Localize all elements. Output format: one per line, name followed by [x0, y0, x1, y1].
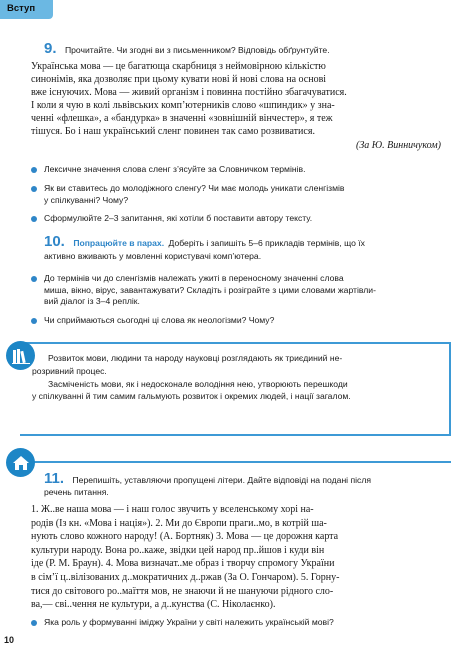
- task-10-bullet-1: [44, 273, 449, 308]
- page-number: 10: [4, 635, 15, 645]
- info-line: у спілкуванні й тим самим гальмують розвиток і окремих людей, і нації загалом.: [32, 391, 351, 402]
- bullet-line: миша, вікно, вірус, завантажувати? Складіть і розіграйте з цими словами жартівли-: [44, 284, 376, 295]
- bullet-icon: [31, 318, 37, 324]
- text-line: синонімів, яка дозволяє при цьому кувати нові й нові слова на основі: [31, 74, 327, 85]
- bullet-line: вий діалог із 3–4 реплік.: [44, 296, 140, 306]
- task-9-instruction: Прочитайте. Чи згодні ви з письменником? Відповідь обґрунтуйте.: [64, 45, 330, 55]
- text-line: тися до світового ро..маїття мов, не знаючи й не шануючи рідного сло-: [31, 585, 334, 597]
- bullet-icon: [31, 186, 37, 192]
- text-line: І коли я чую в колі львівських комп’ютерників слово «шпиндик» у зна-: [31, 100, 335, 111]
- task-10-bullet-2: Чи сприймаються сьогодні ці слова як неологізми? Чому?: [44, 315, 275, 325]
- task-11-instruction-line2: речень питання.: [44, 487, 109, 497]
- text-line: ва,— сві..чення не культури, а д..кунства (С. Ніколаєнко).: [31, 599, 276, 611]
- task-11-bullet: Яка роль у формуванні іміджу України у світі належить українській мові?: [44, 617, 334, 627]
- text-line: нують слово кожного народу! (А. Бортняк) 3. Мова — це дорожня карта: [31, 531, 339, 543]
- task-11-instruction: Перепишіть, уставляючи пропущені літери. Дайте відповіді на подані після: [72, 475, 372, 485]
- task-10-instruction: Доберіть і запишіть 5–6 прикладів термінів, що їх: [168, 238, 365, 248]
- text-line: ченні «флешка», а «бандурка» в значенні «зовнішній вінчестер», я теж: [31, 113, 333, 124]
- task-10-number: 10.: [44, 233, 65, 250]
- task-10-heading: [44, 233, 449, 251]
- task-9-number: 9.: [44, 40, 57, 57]
- text-line: в сім’ї ц..вілізованих д..мократичних д..ржав (За О. Гончаром). 5. Горну-: [31, 571, 340, 583]
- text-line: вже існуючих. Мова — живий організм і повинна постійно збагачуватися.: [31, 87, 347, 98]
- bullet-icon: [31, 167, 37, 173]
- text-line: родів (Із кн. «Мова і нація»). 2. Ми до Європи праги..мо, в котрій ша-: [31, 517, 327, 529]
- bullet-line: До термінів чи до сленгізмів належать ужиті в переносному значенні слова: [44, 273, 344, 283]
- task-9-text: [31, 60, 441, 138]
- task-10-label: Попрацюйте в парах.: [73, 238, 165, 248]
- task-9-bullet-2: [44, 183, 444, 206]
- info-box-text: [32, 352, 442, 403]
- task-10-instruction-line2: активно вживають у мовленні користувачі комп’ютера.: [44, 251, 262, 261]
- bullet-icon: [31, 216, 37, 222]
- text-line: культури народу. Вона ро..каже, звідки цей народ пр..йшов і куди він: [31, 544, 325, 556]
- task-9-bullet-3: Сформулюйте 2–3 запитання, які хотіли б поставити автору тексту.: [44, 213, 313, 223]
- task-11-heading: [44, 470, 449, 488]
- text-line: Українська мова — це багатюща скарбниця з неймовірною кількістю: [31, 61, 326, 72]
- task-9-bullet-1: Лексичне значення слова сленг з’ясуйте за Словничком термінів.: [44, 164, 306, 174]
- text-line: іде (Р. М. Браун). 4. Мова визначат..ме образ і творчу спромогу України: [31, 558, 335, 570]
- task-11-text: [31, 503, 443, 612]
- books-icon: [6, 341, 35, 370]
- section-title: Вступ: [7, 3, 36, 14]
- info-line: розривний процес.: [32, 365, 107, 376]
- text-line: тішуся. Бо і наш український сленг повинен так само розвиватися.: [31, 126, 315, 137]
- info-line: Розвиток мови, людини та народу науковці розглядають як триєдиний не-: [48, 353, 343, 363]
- bullet-icon: [31, 276, 37, 282]
- author-attribution: (За Ю. Винничуком): [356, 140, 441, 151]
- section-divider: [20, 461, 451, 463]
- bullet-icon: [31, 620, 37, 626]
- task-11-number: 11.: [44, 470, 65, 487]
- text-line: 1. Ж..ве наша мова — і наш голос звучить у вселенському хорі на-: [31, 504, 314, 515]
- house-icon: [6, 448, 35, 477]
- bullet-line: у спілкуванні? Чому?: [44, 194, 129, 205]
- task-9-heading: [44, 40, 444, 58]
- bullet-line: Як ви ставитесь до молодіжного сленгу? Чи має молодь уникати сленгізмів: [44, 183, 345, 193]
- info-line: Засміченість мови, як і недосконале володіння нею, утворюють перешкоди: [48, 378, 348, 389]
